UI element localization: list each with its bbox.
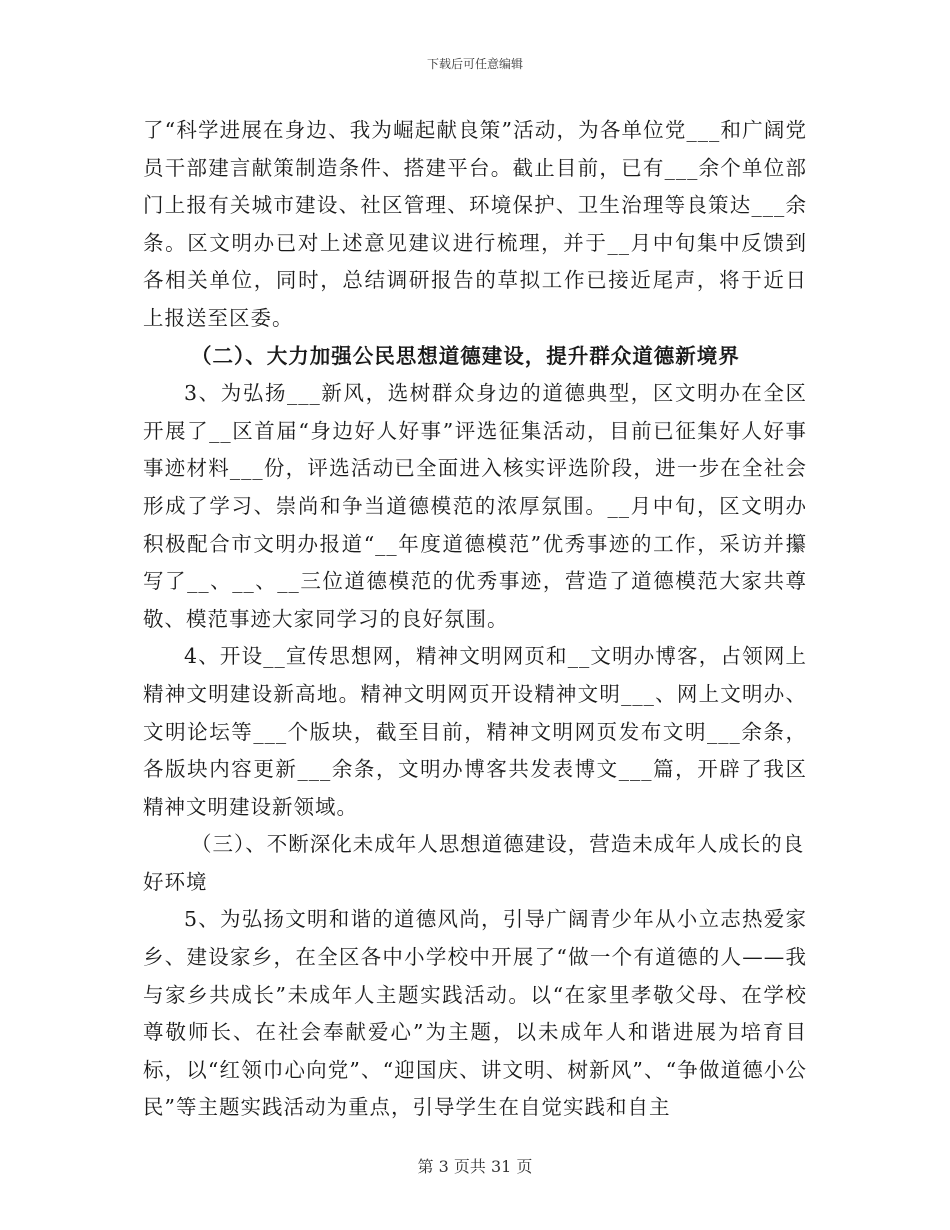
page-header-note: 下载后可任意编辑 [426,57,523,71]
page-number: 第 3 页共 31 页 [417,1157,533,1176]
paragraph-continued: 了“科学进展在身边、我为崛起献良策”活动，为各单位党___和广阔党员干部建言献策制造条件、搭建平台。截止目前，已有___余个单位部门上报有关城市建设、社区管理、环境保护、卫生治理等良策达___余条。区文明办已对上述意见建议进行梳理，并于__月中旬集中反馈到各相关单位，同时，总结调研报告的草拟工作已接近尾声，将于近日上报送至区委。 [143,118,807,330]
paragraph-item-4: 4、开设__宣传思想网，精神文明网页和__文明办博客，占领网上精神文明建设新高地。精神文明网页开设精神文明___、网上文明办、文明论坛等___个版块，截至目前，精神文明网页发布文明___余条，各版块内容更新___余条，文明办博客共发表博文___篇，开辟了我区精神文明建设新领域。 [143,644,807,819]
document-body [143,112,807,1127]
section-heading-3: （三）、不断深化未成年人思想道德建设，营造未成年人成长的良好环境 [143,832,805,894]
section-heading-2: （二）、大力加强公民思想道德建设，提升群众道德新境界 [191,343,740,368]
paragraph-item-3: 3、为弘扬___新风，选树群众身边的道德典型，区文明办在全区开展了__区首届“身边好人好事”评选征集活动，目前已征集好人好事事迹材料___份，评选活动已全面进入核实评选阶段，进一步在全社会形成了学习、崇尚和争当道德模范的浓厚氛围。__月中旬，区文明办积极配合市文明办报道“__年度道德模范”优秀事迹的工作，采访并攥写了__、__、__三位道德模范的优秀事迹，营造了道德模范大家共尊敬、模范事迹大家同学习的良好氛围。 [143,381,807,631]
paragraph-item-5: 5、为弘扬文明和谐的道德风尚，引导广阔青少年从小立志热爱家乡、建设家乡，在全区各中小学校中开展了“做一个有道德的人——我与家乡共成长”未成年人主题实践活动。以“在家里孝敬父母、在学校尊敬师长、在社会奉献爱心”为主题，以未成年人和谐进展为培育目标，以“红领巾心向党”、“迎国庆、讲文明、树新风”、“争做道德小公民”等主题实践活动为重点，引导学生在自觉实践和自主 [143,907,807,1120]
